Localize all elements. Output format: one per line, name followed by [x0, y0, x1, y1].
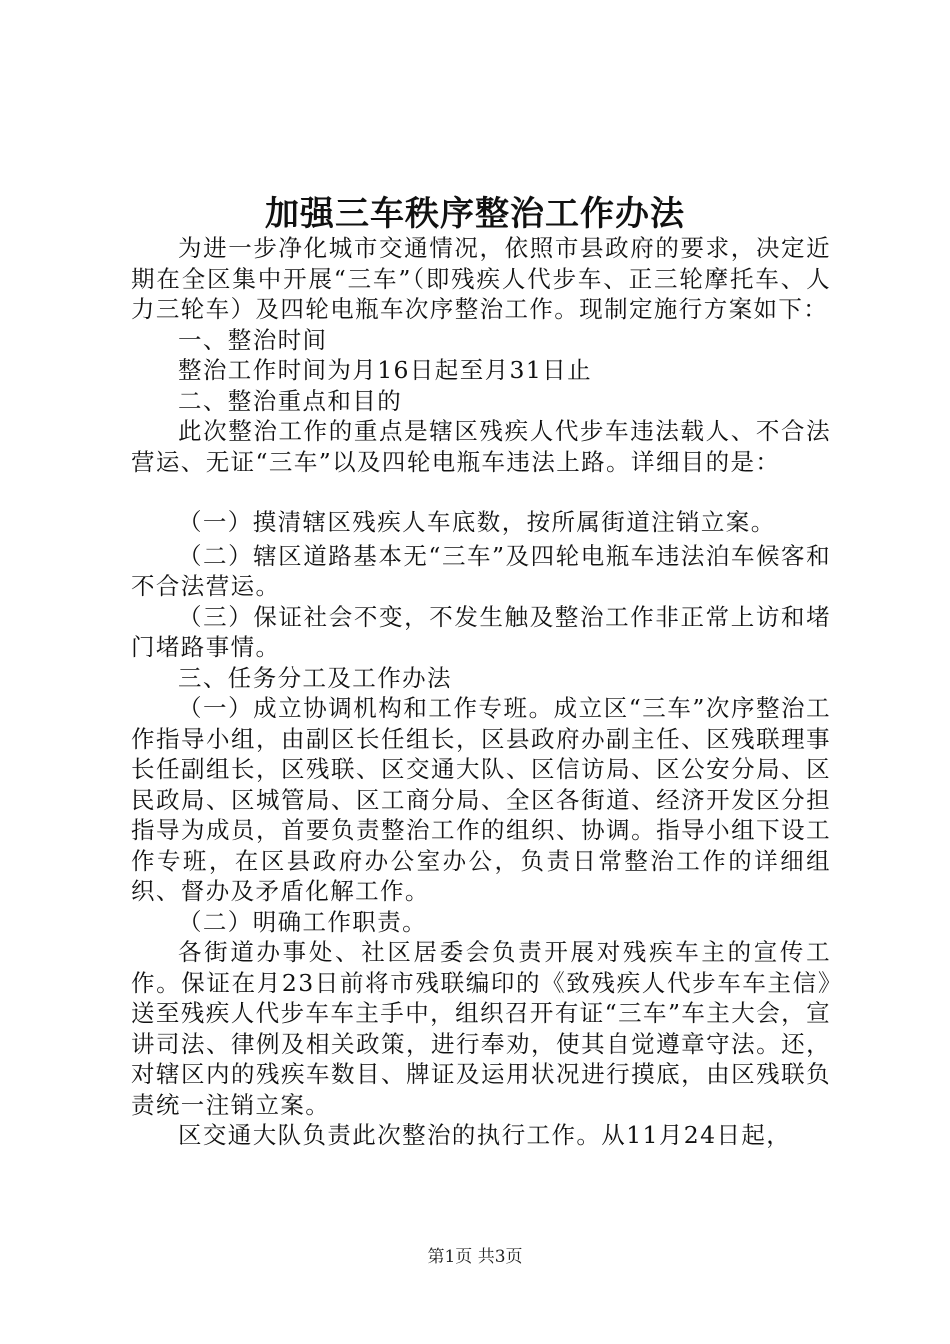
document-body [131, 233, 831, 1151]
document-title: 加强三车秩序整治工作办法 [265, 194, 685, 234]
paragraph-intro: 为进一步净化城市交通情况，依照市县政府的要求，决定近期在全区集中开展“三车”（即残疾人代步车、正三轮摩托车、人力三轮车）及四轮电瓶车次序整治工作。现制定施行方案如下： [131, 234, 831, 323]
heading-section-3: 三、任务分工及工作办法 [178, 663, 452, 692]
paragraph-focus: 此次整治工作的重点是辖区残疾人代步车违法载人、不合法营运、无证“三车”以及四轮电瓶车违法上路。详细目的是： [131, 417, 831, 476]
paragraph-traffic-duties: 区交通大队负责此次整治的执行工作。从11月24日起， [178, 1121, 792, 1149]
page-footer: 第1页 共3页 [427, 1247, 523, 1267]
heading-task-2: （二）明确工作职责。 [178, 907, 427, 936]
list-item-goal-2: （二）辖区道路基本无“三车”及四轮电瓶车违法泊车候客和不合法营运。 [131, 541, 831, 600]
heading-section-1: 一、整治时间 [178, 325, 328, 354]
list-item-goal-1: （一）摸清辖区残疾人车底数，按所属街道注销立案。 [178, 508, 776, 536]
paragraph-task-1: （一）成立协调机构和工作专班。成立区“三车”次序整治工作指导小组，由副区长任组长，区县政府办副主任、区残联理事长任副组长，区残联、区交通大队、区信访局、区公安分局、区民政局、区城管局、区工商分局、全区各街道、经济开发区分担指导为成员，首要负责整治工作的组织、协调。指导小组下设工作专班，在区县政府办公室办公，负责日常整治工作的详细组织、督办及矛盾化解工作。 [131, 694, 831, 905]
heading-section-2: 二、整治重点和目的 [178, 386, 403, 415]
paragraph-time: 整治工作时间为月16日起至月31日止 [178, 356, 593, 384]
paragraph-street-duties: 各街道办事处、社区居委会负责开展对残疾车主的宣传工作。保证在月23日前将市残联编印的《致残疾人代步车车主信》送至残疾人代步车车主手中，组织召开有证“三车”车主大会，宣讲司法、律例及相关政策，进行奉劝，使其自觉遵章守法。还，对辖区内的残疾车数目、牌证及运用状况进行摸底，由区残联负责统一注销立案。 [131, 938, 831, 1119]
list-item-goal-3: （三）保证社会不变，不发生触及整治工作非正常上访和堵门堵路事情。 [131, 602, 831, 661]
